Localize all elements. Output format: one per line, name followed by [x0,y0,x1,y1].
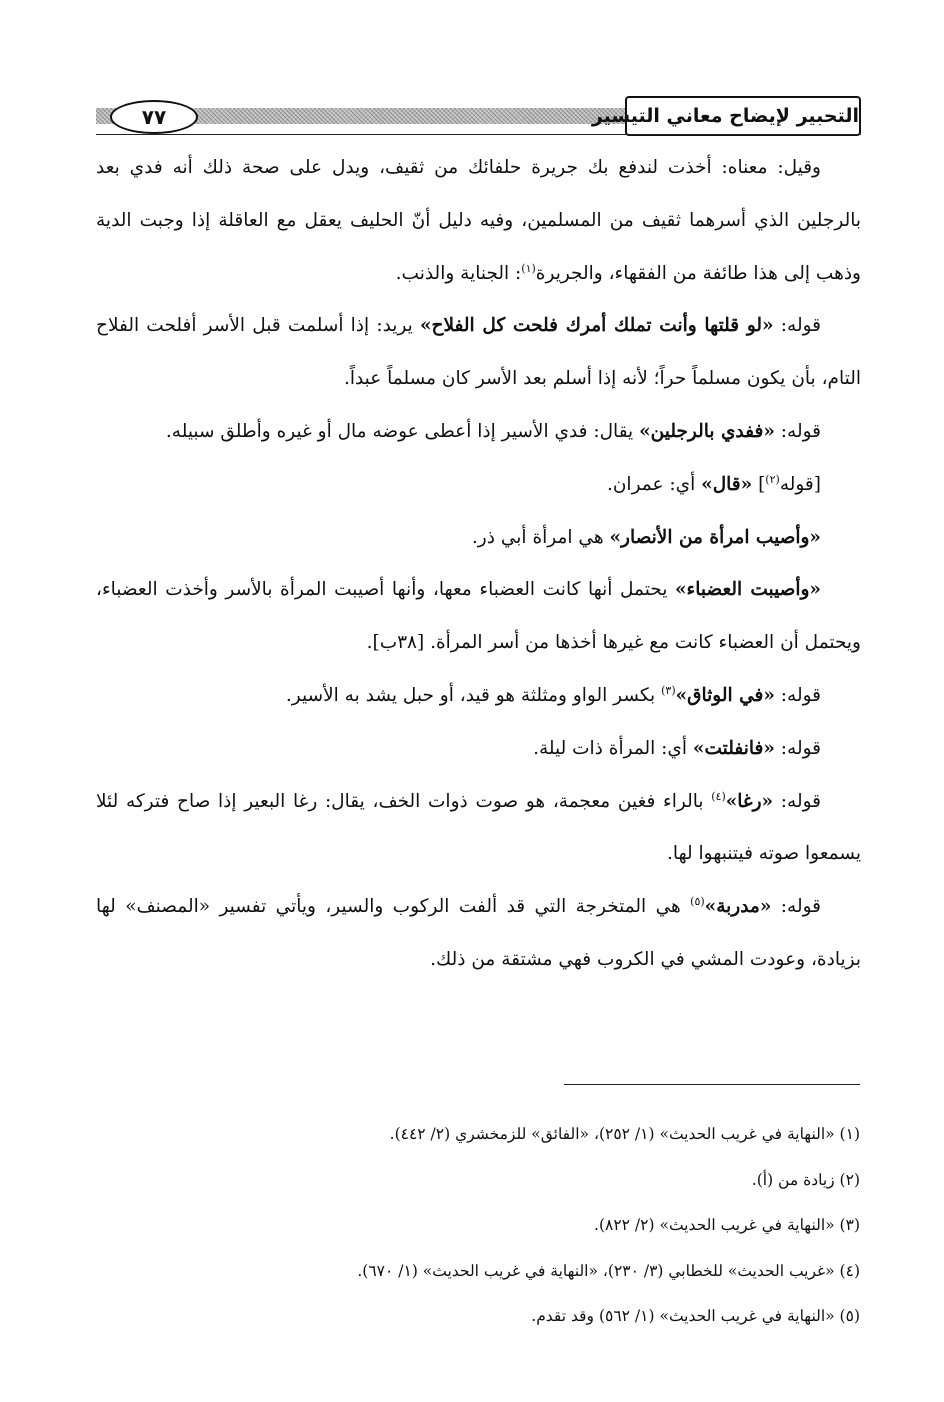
footnote-marker: (٣) [661,683,676,697]
paragraph-text: هي امرأة أبي ذر. [471,526,610,548]
paragraph-lead: قوله: [773,315,821,337]
hadith-quote: «مدربة» [704,896,772,918]
paragraph-9 [96,776,861,882]
paragraph-text: : الجناية والذنب. [395,262,522,284]
hadith-quote: «وأصيبت العضباء» [674,579,821,601]
footnote-2: (٢) زيادة من (أ). [751,1170,860,1189]
paragraph-text: وقيل: معناه: أخذت لندفع بك جريرة حلفائك من ثقيف، ويدل على صحة ذلك أنه فدي بعد بالرجلين الذي أسرهما ثقيف من المسلمين، وفيه دليل أنّ الحليف يعقل مع العاقلة إذا وجبت الدية وذهب إلى هذا طائفة من الفقهاء، والجريرة [96,157,861,284]
footnote-1: (١) «النهاية في غريب الحديث» (١/ ٢٥٢)، «الفائق» للزمخشري (٢/ ٤٤٢). [389,1125,860,1143]
paragraph-4 [96,459,861,512]
paragraph-6 [96,564,861,670]
footnotes [90,1112,860,1340]
paragraph-lead: قوله: [774,737,821,759]
paragraph-text: بالراء فغين معجمة، هو صوت ذوات الخف، يقال: رغا البعير إذا صاح فتركه لئلا يسمعوا صوته فيتنبهوا لها. [96,790,861,865]
paragraph-text: هي المتخرجة التي قد ألفت الركوب والسير، ويأتي تفسير «المصنف» لها بزيادة، وعودت المشي في الكروب فهي مشتقة من ذلك. [96,896,861,970]
paragraph-10 [96,881,861,987]
paragraph-text: يقال: فدي الأسير إذا أعطى عوضه مال أو غيره وأطلق سبيله. [165,420,640,442]
paragraph-7 [96,670,861,723]
page-header [96,96,861,138]
paragraph-text: أي: عمران. [606,473,702,495]
paragraph-lead: قوله: [771,896,821,918]
hadith-quote: «لو قلتها وأنت تملك أمرك فلحت كل الفلاح» [419,315,774,337]
paragraph-lead: [قوله [779,473,821,495]
footnote-4: (٤) «غريب الحديث» للخطابي (٣/ ٢٣٠)، «النهاية في غريب الحديث» (١/ ٦٧٠). [357,1261,860,1280]
paragraph-8 [96,723,861,776]
paragraph-text: يريد: إذا أسلمت قبل الأسر أفلحت الفلاح التام، بأن يكون مسلماً حراً؛ لأنه إذا أسلم بعد الأسر كان مسلماً عبداً. [96,315,861,390]
paragraph-lead: قوله: [774,420,821,442]
hadith-quote: «ففدي بالرجلين» [639,420,775,442]
page-number: ٧٧ [110,100,198,134]
paragraph-text: أي: المرأة ذات ليلة. [533,737,693,759]
paragraph-lead: قوله: [773,790,821,812]
hadith-quote: «فانفلتت» [692,737,775,759]
hadith-quote: «في الوثاق» [675,684,775,706]
footnote-marker: (٤) [711,789,726,803]
paragraph-text: يحتمل أنها كانت العضباء معها، وأنها أصيبت المرأة بالأسر وأخذت العضباء، ويحتمل أن العضباء كانت مع غيرها أخذها من أسر المرأة. [٣٨ب]. [96,579,861,654]
paragraph-1 [96,142,861,300]
footnote-marker: (٢) [765,472,780,486]
paragraph-2 [96,300,861,406]
paragraph-text: بكسر الواو ومثلثة هو قيد، أو حبل يشد به الأسير. [285,684,662,706]
hadith-quote: «قال» [701,473,753,495]
footnote-separator [564,1084,860,1085]
paragraph-lead: قوله: [774,684,821,706]
header-rule [96,134,861,135]
footnote-3: (٣) «النهاية في غريب الحديث» (٢/ ٨٢٢). [594,1216,860,1235]
paragraph-5 [96,512,861,565]
main-text [96,142,861,987]
footnote-5: (٥) «النهاية في غريب الحديث» (١/ ٥٦٢) وقد تقدم. [531,1307,860,1326]
footnote-marker: (٥) [690,895,705,908]
book-title: التحبير لإيضاح معاني التيسير [625,96,861,136]
paragraph-3 [96,406,861,459]
hadith-quote: «وأصيب امرأة من الأنصار» [609,526,821,548]
footnote-marker: (١) [521,261,536,275]
hadith-quote: «رغا» [725,790,774,812]
paragraph-lead: ] [752,473,766,495]
